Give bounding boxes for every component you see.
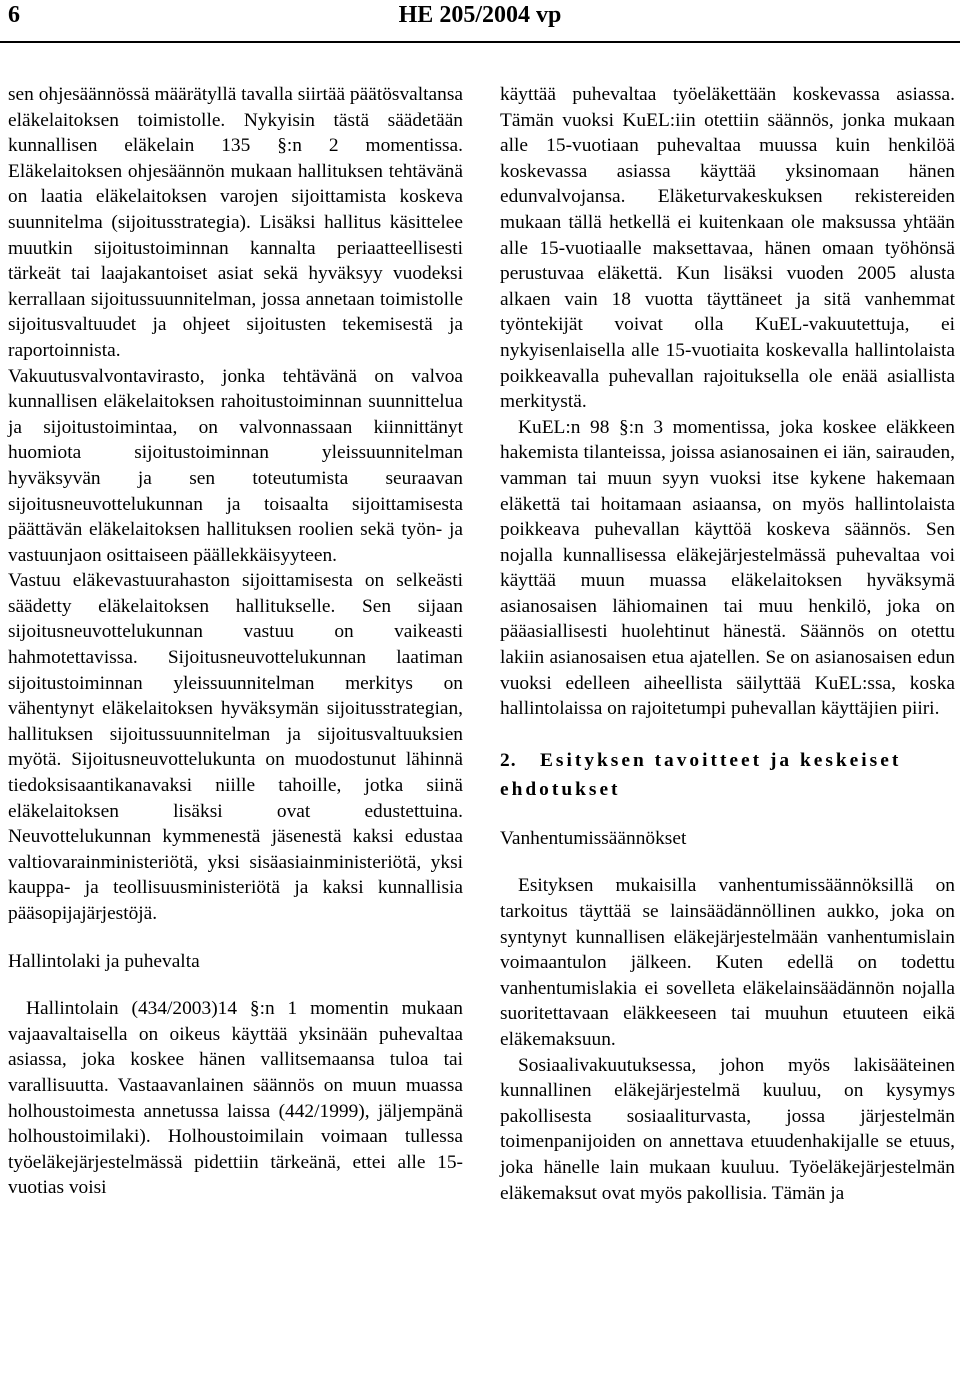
section-title: Esityksen tavoitteet ja keskeiset ehdotukset	[500, 749, 902, 800]
right-paragraph-2: KuEL:n 98 §:n 3 momentissa, joka koskee eläkkeen hakemista tilanteissa, joissa asianosainen ei iän, sairauden, vamman tai muun syyn vuoksi itse kykene hakemaan eläkettä tai hoitamaan asiaansa, on myös hallintolaista poikkeava puhevallan käyttöä koskeva säännös. Sen nojalla kunnallisessa eläkejärjestelmässä puhevaltaa voi käyttää muun muassa eläkelaitoksen hyväksymä asianosaisen lähiomainen tai muu henkilö, joka on pääasiallisesti huolehtinut hänestä. Säännös on otettu lakiin asianosaisen etua ajatellen. Se on asianosaisen edun vuoksi edelleen aiheellista säilyttää KuEL:ssa, koska hallintolaissa on rajoitetumpi puhevallan käyttäjien piiri.	[500, 416, 956, 720]
left-paragraph-1: sen ohjesäännössä määrätyllä tavalla siirtää päätösvaltansa eläkelaitoksen toimistolle. Nykyisin tästä säädetään kunnallisen eläkelain 135 §:n 2 momentissa. Eläkelaitoksen ohjesäännön mukaan hallituksen tehtävänä on laatia eläkelaitoksen varojen sijoittamista koskeva suunnitelma (sijoitusstrategia). Lisäksi hallitus käsittelee muutkin sijoitustoiminnan kannalta periaatteellisesti tärkeät tai laajakantoiset asiat sekä hyväksyy vuodeksi kerrallaan sijoitussuunnitelman, jossa annetaan toimistolle sijoitusvaltuudet ja ohjeet sijoitusten tekemisestä ja raportoinnista.	[8, 84, 463, 361]
subheading-vanhentumissaannokset: Vanhentumissäännökset	[500, 827, 687, 849]
page-number: 6	[8, 2, 20, 28]
left-paragraph-3: Vastuu eläkevastuurahaston sijoittamisesta on selkeästi säädetty eläkelaitoksen hallitukselle. Sen sijaan sijoitusneuvottelukunnan vastuu on vaikeasti hahmotettavissa. Sijoitusneuvottelukunnan laatiman sijoitustoiminnan yleissuunnitelman merkitys on vähentynyt eläkelaitoksen hyväksymän sijoitusstrategian, hallituksen sijoitussuunnitelman ja sijoitusvaltuuksien myötä. Sijoitusneuvottelukunta on muodostunut lähinnä tiedoksisaantikanavaksi niille tahoille, jotka siinä eläkelaitoksen lisäksi ovat edustettuina. Neuvottelukunnan kymmenestä jäsenestä kaksi edustaa valtiovarainministeriötä, yksi sisäasiainministeriötä, yksi kauppa- ja teollisuusministeriötä ja kaksi kunnallisia pääsopijajärjestöjä.	[8, 570, 463, 924]
right-paragraph-1: käyttää puhevaltaa työeläkettään koskevassa asiassa. Tämän vuoksi KuEL:iin otettiin säännös, jonka mukaan alle 15-vuotiaan puhevaltaa muussa kuin henkilöä koskevassa asiassa käyttää yksinomaan hänen edunvalvojansa. Eläketurvakeskuksen rekistereiden mukaan tällä hetkellä ei kuitenkaan ole maksussa yhtään alle 15-vuotiaalle maksettavaa, hänen omaan työhönsä perustuvaa eläkettä. Kun lisäksi vuoden 2005 alusta alkaen vain 18 vuotta täyttäneet ja sitä vanhemmat työntekijät voivat olla KuEL-vakuutettuja, ei nykyisenlaisella alle 15-vuotiaita koskevalla hallintolaista poikkeavalla puhevallan rajoituksella ole enää asiallista merkitystä.	[500, 84, 955, 413]
page-header	[0, 0, 960, 40]
document-id: HE 205/2004 vp	[398, 2, 562, 28]
right-paragraph-4: Sosiaalivakuutuksessa, johon myös lakisääteinen kunnallinen eläkejärjestelmä kuuluu, on kysymys pakollisesta sosiaaliturvasta, jossa järjestelmän toimenpanijoiden on annettava etuudenhakijalle se etuus, joka hänelle lain mukaan kuuluu. Työeläkejärjestelmän eläkemaksut ovat myös pakollisia. Tämän ja	[500, 1054, 955, 1204]
right-paragraph-3: Esityksen mukaisilla vanhentumissäännöksillä on tarkoitus täyttää se lainsäädännöllinen aukko, joka on syntynyt kunnallisen eläkejärjestelmään vanhentumislain voimaantulon jälkeen. Kuten edellä on todettu vanhentumislakia ei sovelleta eläkelainsäädännön nojalla suoritettavaan eläkkeeseen tai muuhun etuuteen eikä eläkemaksuun.	[500, 875, 955, 1050]
left-column	[8, 82, 463, 1201]
header-rule	[0, 41, 960, 43]
left-paragraph-4: Hallintolain (434/2003)14 §:n 1 momentin mukaan vajaavaltaisella on oikeus käyttää yksinään puhevaltaa asiassa, joka koskee hänen vallitsemaansa tuloa tai varallisuutta. Vastaavanlainen säännös on muun muassa holhoustoimesta annetussa laissa (442/1999), jäljempänä holhoustoimilaki). Holhoustoimilain voimaan tullessa työeläkejärjestelmässä pidettiin tärkeänä, ettei alle 15-vuotias voisi	[8, 998, 463, 1199]
section-number: 2.	[500, 749, 517, 771]
right-column	[500, 82, 955, 1206]
subheading-hallintolaki: Hallintolaki ja puhevalta	[8, 950, 200, 972]
section-heading	[500, 746, 955, 804]
left-paragraph-2: Vakuutusvalvontavirasto, jonka tehtävänä on valvoa kunnallisen eläkelaitoksen rahoitustoiminnan suunnittelua ja sijoitustoimintaa, on valvonnassaan kiinnittänyt huomiota sijoitustoiminnan yleissuunnitelman hyväksyvän ja sen toteutumista seuraavan sijoitusneuvottelukunnan ja toisaalta sijoittamisesta päättävän eläkelaitoksen hallituksen roolien sekä työn- ja vastuunjaon osittaiseen päällekkäisyyteen.	[8, 365, 463, 566]
